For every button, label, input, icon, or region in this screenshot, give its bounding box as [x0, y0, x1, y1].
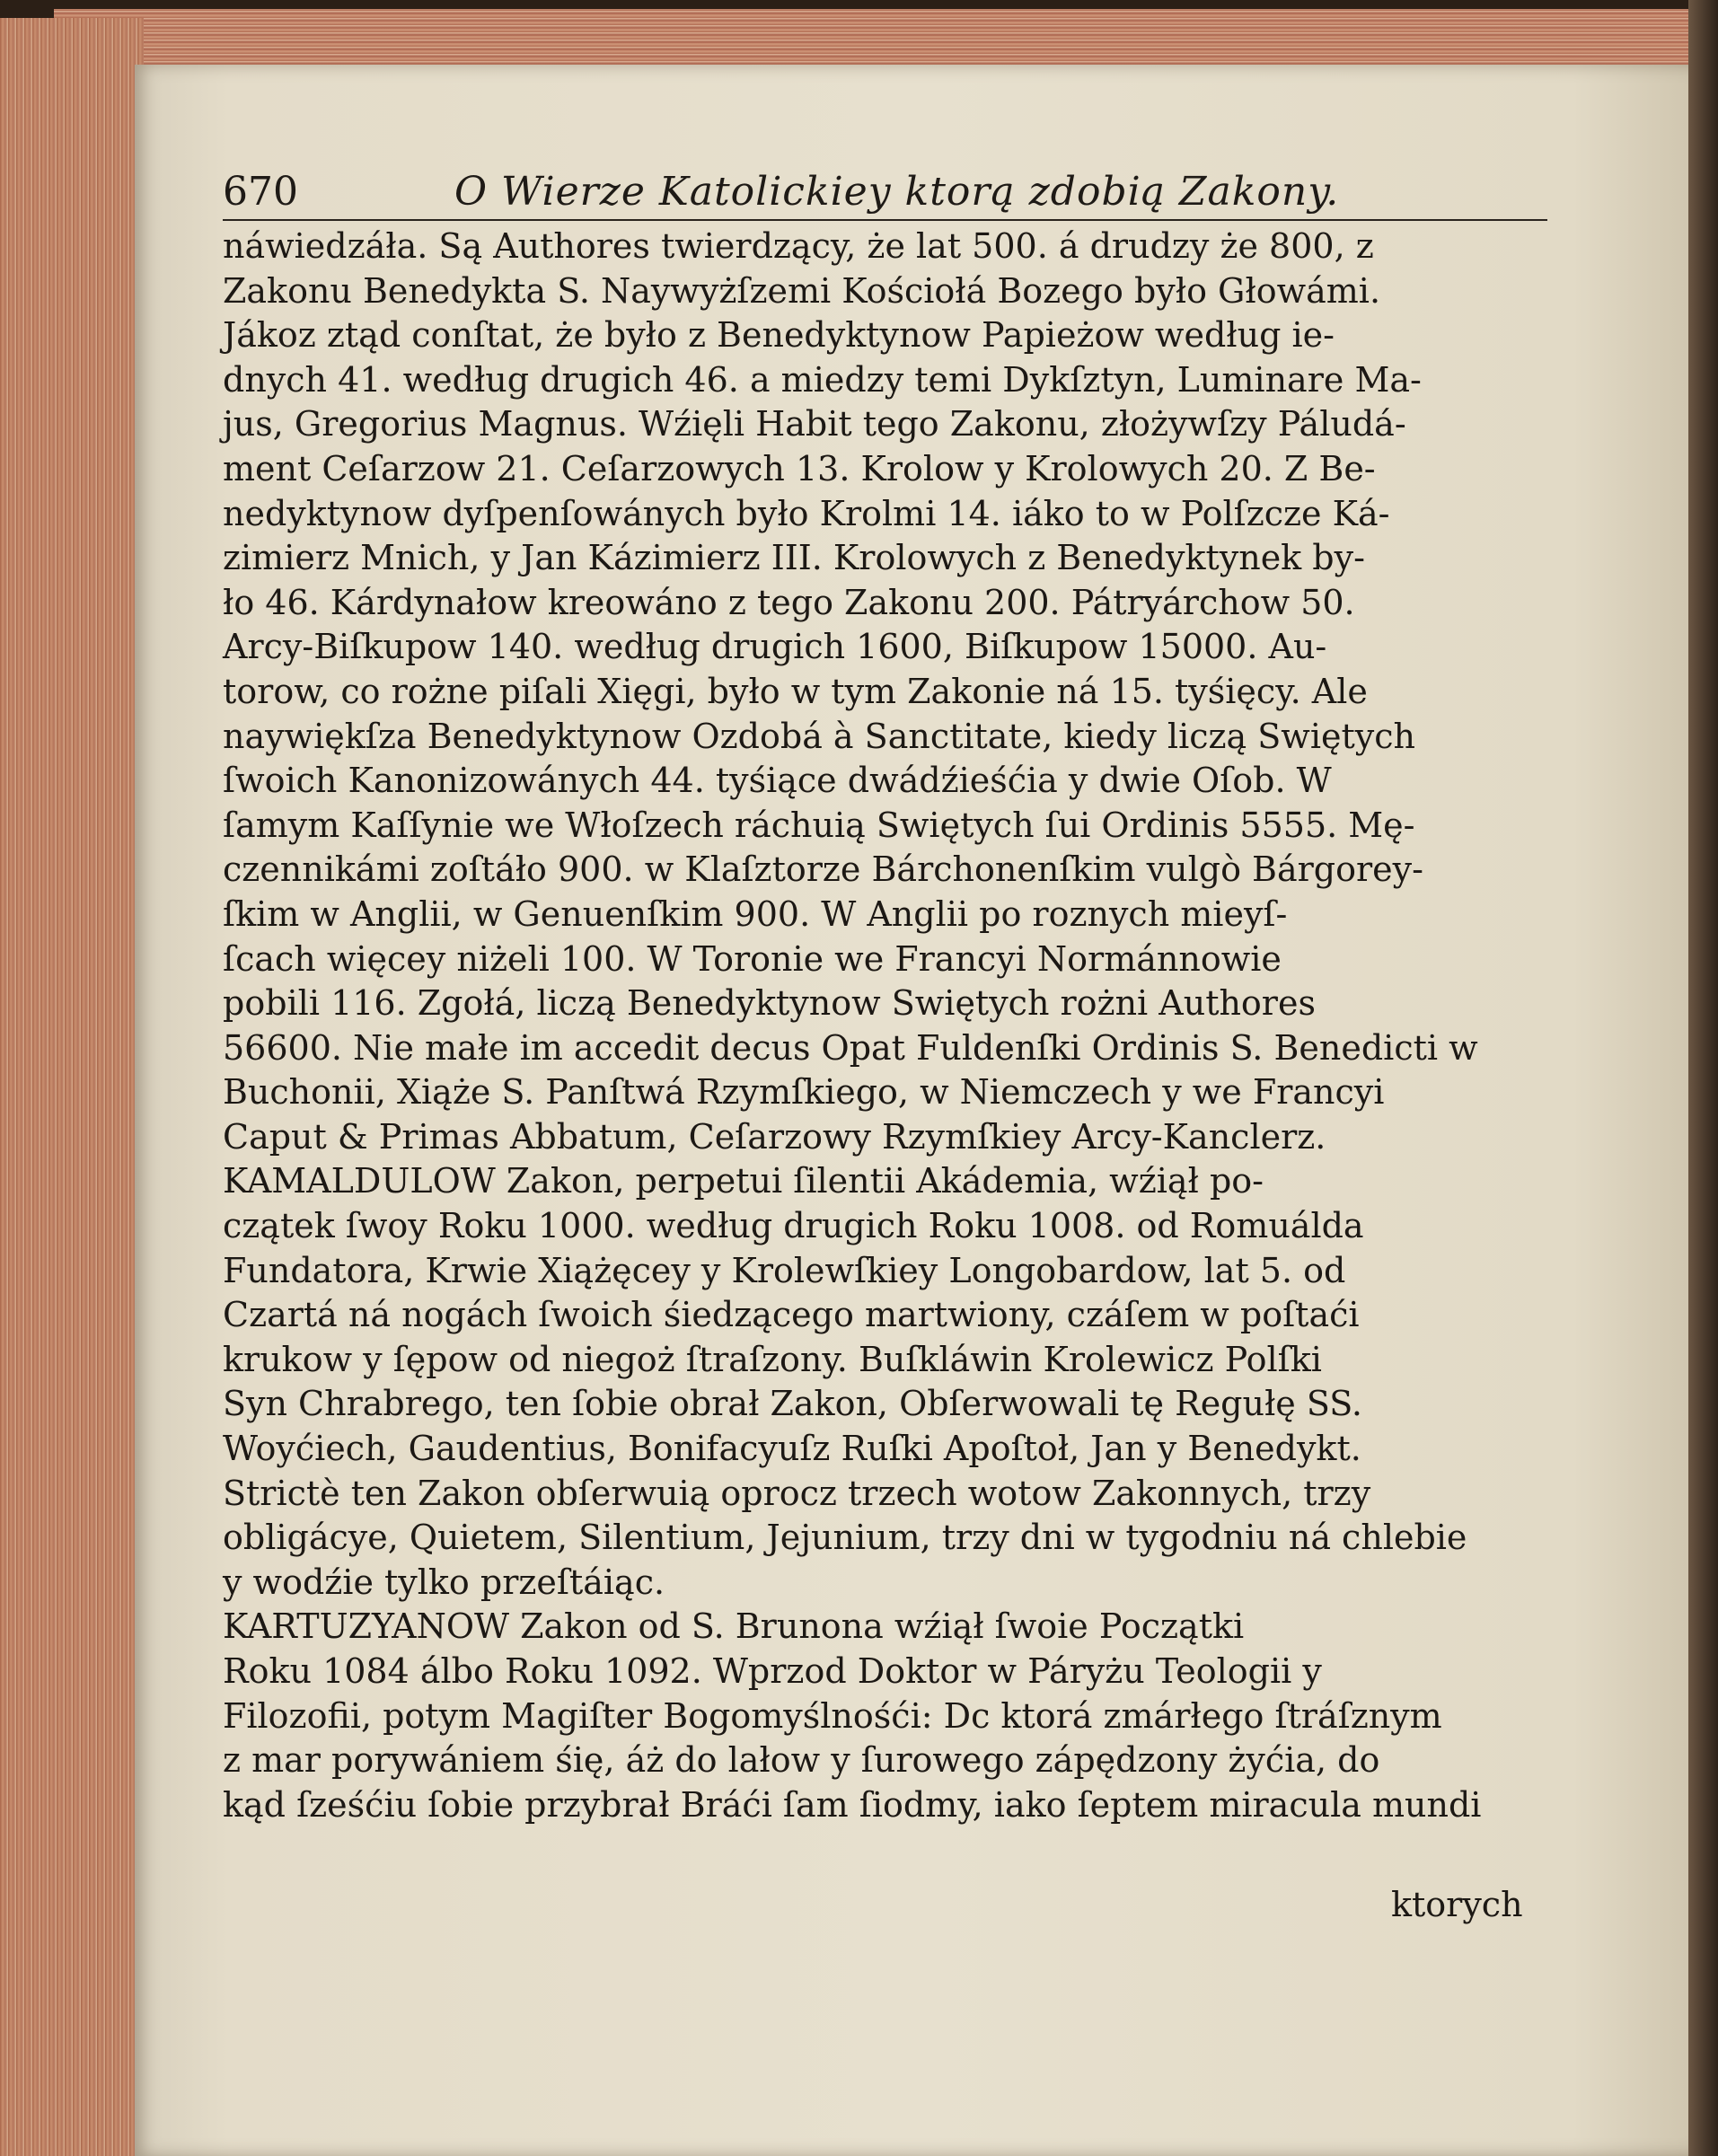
text-line: y wodźie tylko przeſtáiąc.	[223, 1562, 665, 1602]
text-line: Filozofii, potym Magiſter Bogomyślnośći: Dc ktorá zmárłego ſtráſznym	[223, 1695, 1442, 1736]
text-line: Roku 1084 álbo Roku 1092. Wprzod Doktor w Páryżu Teologii y	[223, 1651, 1322, 1691]
text-line: Caput & Primas Abbatum, Ceſarzowy Rzymſkiey Arcy-Kanclerz.	[223, 1116, 1326, 1157]
text-line: Buchonii, Xiąże S. Panſtwá Rzymſkiego, w Niemczech y we Francyi	[223, 1072, 1385, 1113]
text-line: Arcy-Biſkupow 140. według drugich 1600, Biſkupow 15000. Au-	[223, 627, 1327, 667]
text-line: pobili 116. Zgołá, liczą Benedyktynow Swiętych rożni Authores	[223, 983, 1316, 1024]
text-line: naywiękſza Benedyktynow Ozdobá à Sanctitate, kiedy liczą Swiętych	[223, 716, 1415, 756]
text-line: Syn Chrabrego, ten ſobie obrał Zakon, Obſerwowali tę Regułę SS.	[223, 1384, 1362, 1424]
text-line: Woyćiech, Gaudentius, Bonifacyuſz Ruſki Apoſtoł, Jan y Benedykt.	[223, 1429, 1361, 1469]
text-line: obligácye, Quietem, Silentium, Jejunium, trzy dni w tygodniu ná chlebie	[223, 1518, 1467, 1558]
binding-shadow	[1688, 0, 1718, 2156]
text-line: ment Ceſarzow 21. Ceſarzowych 13. Krolow y Krolowych 20. Z Be-	[223, 448, 1376, 488]
text-line: kąd ſześćiu ſobie przybrał Bráći ſam ſiodmy, iako ſeptem miracula mundi	[223, 1784, 1482, 1825]
text-line: ſcach więcey niżeli 100. W Toronie we Francyi Normánnowie	[223, 938, 1282, 979]
text-line: ſkim w Anglii, w Genuenſkim 900. W Anglii po roznych mieyſ-	[223, 893, 1288, 934]
text-line: z mar porywániem śię, áż do lałow y ſurowego zápędzony żyćia, do	[223, 1740, 1380, 1781]
text-line: Strictè ten Zakon obſerwuią oprocz trzech wotow Zakonnych, trzy	[223, 1473, 1371, 1513]
text-line: Jákoz ztąd conſtat, że było z Benedyktynow Papieżow według ie-	[223, 315, 1335, 356]
text-line: czennikámi zoſtáło 900. w Klaſztorze Bárchonenſkim vulgò Bárgorey-	[223, 849, 1423, 890]
text-line: czątek ſwoy Roku 1000. według drugich Roku 1008. od Romuálda	[223, 1206, 1364, 1246]
running-header	[223, 169, 1552, 223]
text-line: ſwoich Kanonizowánych 44. tyśiące dwádźieśćia y dwie Oſob. W	[223, 761, 1332, 801]
text-line: KARTUZYANOW Zakon od S. Brunona wźiął ſwoie Początki	[223, 1606, 1245, 1647]
page-text	[223, 224, 1561, 1827]
text-line: 56600. Nie małe im accedit decus Opat Fuldenſki Ordinis S. Benedicti w	[223, 1027, 1478, 1068]
page-stack-left-edge	[0, 18, 144, 2156]
text-line: dnych 41. według drugich 46. a miedzy temi Dykſztyn, Luminare Ma-	[223, 359, 1422, 400]
page-number: 670	[223, 169, 298, 215]
text-line: jus, Gregorius Magnus. Wźięli Habit tego Zakonu, złożywſzy Páludá-	[223, 404, 1406, 444]
text-line: torow, co rożne piſali Xięgi, było w tym Zakonie ná 15. tyśięcy. Ale	[223, 671, 1368, 711]
running-title: O Wierze Katolickiey ktorą zdobią Zakony.	[454, 169, 1340, 215]
text-line: Czartá ná nogách ſwoich śiedzącego martwiony, czáſem w poſtaći	[223, 1295, 1360, 1335]
text-line: nedyktynow dyſpenſowánych było Krolmi 14. iáko to w Polſzcze Ká-	[223, 493, 1390, 533]
text-line: ło 46. Kárdynałow kreowáno z tego Zakonu 200. Pátryárchow 50.	[223, 582, 1355, 622]
text-line: Zakonu Benedykta S. Naywyżſzemi Kościołá Bozego było Głowámi.	[223, 270, 1381, 311]
text-line: Fundatora, Krwie Xiążęcey y Krolewſkiey Longobardow, lat 5. od	[223, 1250, 1346, 1290]
text-line: ſamym Kaſſynie we Włoſzech ráchuią Swiętych ſui Ordinis 5555. Mę-	[223, 805, 1415, 845]
text-line: náwiedzáła. Są Authores twierdzący, że lat 500. á drudzy że 800, z	[223, 226, 1374, 266]
text-line: KAMALDULOW Zakon, perpetui ſilentii Akádemia, wźiął po-	[223, 1161, 1264, 1201]
catchword: ktorych	[1391, 1885, 1523, 1924]
header-rule	[223, 219, 1547, 221]
text-line: krukow y ſępow od niegoż ſtraſzony. Buſkláwin Krolewicz Polſki	[223, 1339, 1322, 1379]
text-line: zimierz Mnich, y Jan Kázimierz III. Krolowych z Benedyktynek by-	[223, 538, 1365, 578]
